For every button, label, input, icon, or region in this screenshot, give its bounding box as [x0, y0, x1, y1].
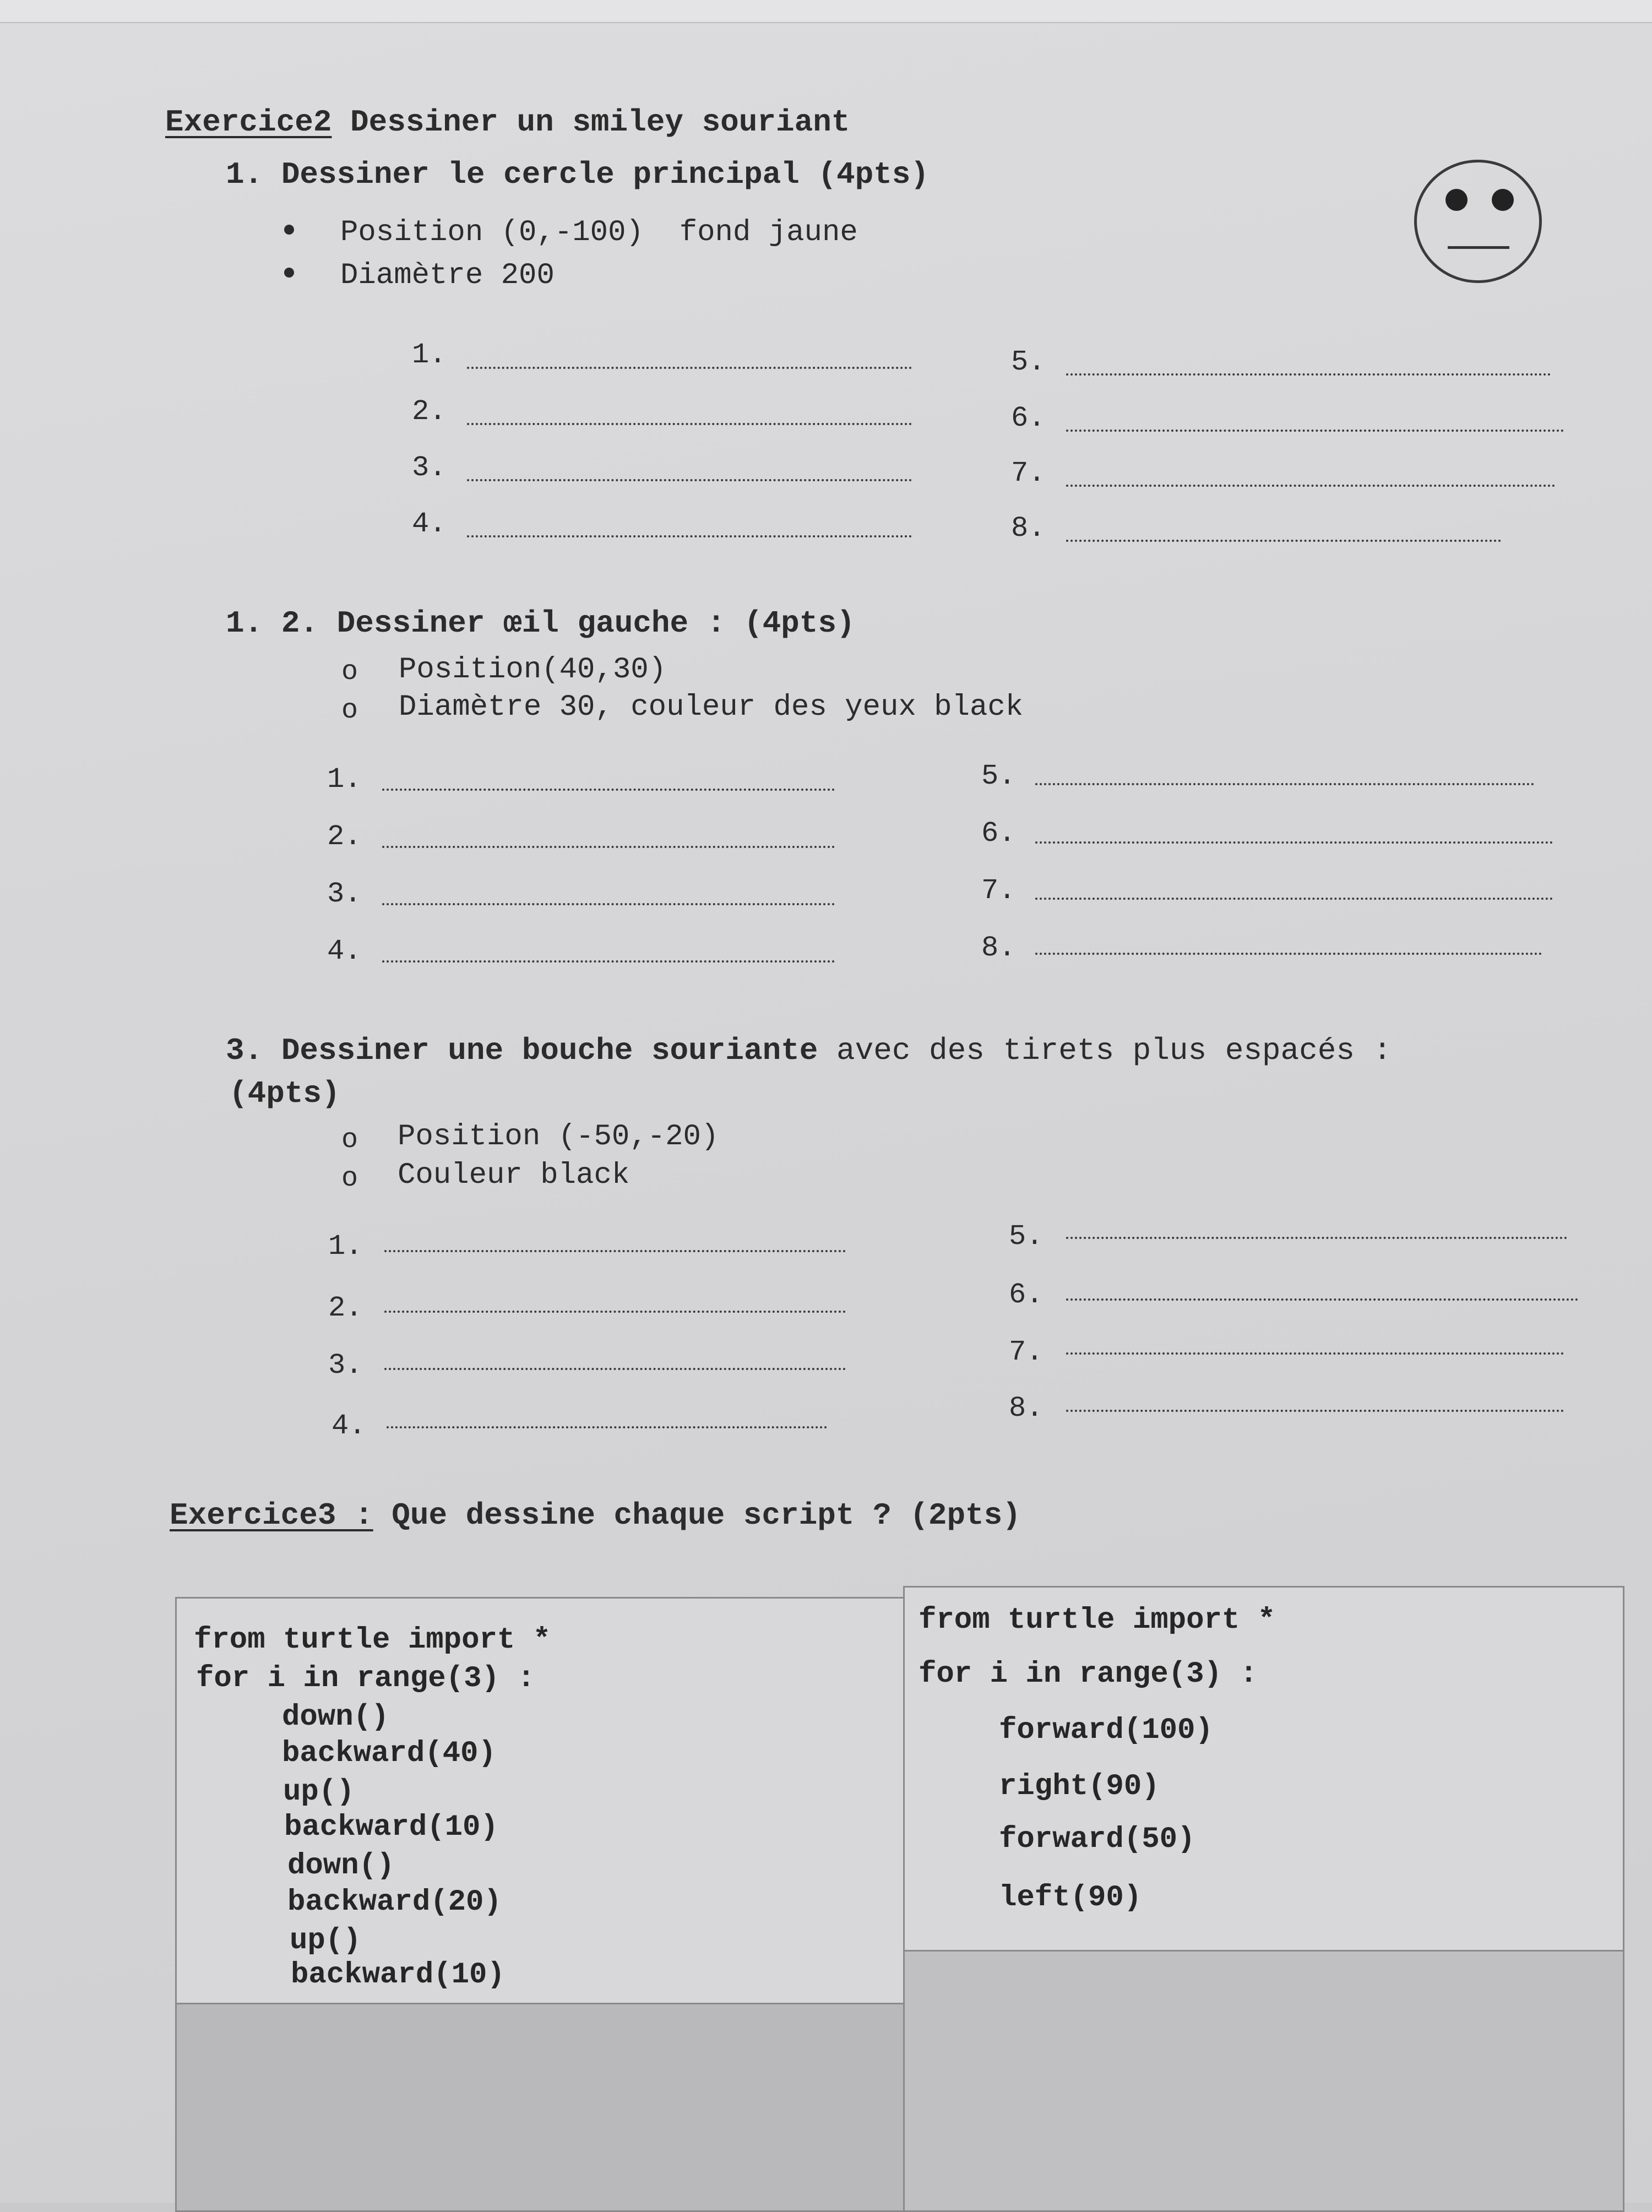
q2-bullet-2: Diamètre 30, couleur des yeux black [399, 691, 1024, 724]
q1-heading [226, 157, 929, 192]
bullet-icon [284, 225, 294, 235]
q2-line-label: 1. [327, 763, 362, 796]
q1-answer-line[interactable] [467, 423, 912, 425]
q1-answer-line[interactable] [1066, 540, 1501, 542]
script-left-line: from turtle import * [194, 1623, 551, 1657]
script-left-line: down() [282, 1700, 389, 1734]
q1-line-label: 6. [1011, 402, 1046, 434]
q1-bullet-2: Diamètre 200 [340, 259, 555, 292]
q3-line-label: 2. [328, 1292, 363, 1324]
q1-line-label: 3. [412, 452, 447, 484]
q3-answer-line[interactable] [1066, 1237, 1567, 1239]
script-left-line: backward(40) [282, 1737, 496, 1770]
script-left-line: backward(20) [287, 1885, 502, 1919]
q3-points: (4pts) [229, 1076, 340, 1111]
q3-line-label: 5. [1009, 1220, 1044, 1253]
exercise3-title: Que dessine chaque script ? (2pts) [373, 1498, 1021, 1533]
q1-answer-line[interactable] [1066, 430, 1564, 432]
exercise2-heading [165, 105, 850, 140]
smiley-mouth [1448, 246, 1509, 249]
q1-answer-line[interactable] [467, 479, 912, 481]
q3-answer-line[interactable] [1066, 1352, 1564, 1355]
q3-line-label: 8. [1009, 1392, 1044, 1425]
q1-line-label: 1. [412, 339, 447, 371]
smiley-illustration [1414, 160, 1542, 283]
q1-bullet-1: Position (0,-100) fond jaune [340, 216, 858, 249]
q1-answer-line[interactable] [467, 367, 912, 369]
q3-line-label: 4. [332, 1410, 366, 1442]
script-right-line: left(90) [999, 1881, 1142, 1915]
script-left-line: backward(10) [291, 1958, 505, 1992]
q1-answer-line[interactable] [1066, 373, 1551, 376]
q1-line-label: 8. [1011, 512, 1046, 545]
bullet-icon [284, 268, 294, 278]
script-left-line: up() [283, 1775, 355, 1809]
exercise2-label: Exercice2 [165, 105, 332, 140]
q2-line-label: 2. [327, 820, 362, 853]
circle-bullet-icon: o [341, 1124, 358, 1156]
exercise3-label: Exercice3 : [170, 1498, 373, 1533]
q2-line-label: 5. [981, 760, 1016, 792]
script-left-line: for i in range(3) : [196, 1662, 535, 1695]
q3-answer-line[interactable] [384, 1250, 846, 1252]
q1-line-label: 4. [412, 508, 447, 540]
q2-answer-line[interactable] [1035, 783, 1534, 785]
q3-line-label: 7. [1009, 1336, 1044, 1368]
q2-line-label: 8. [981, 932, 1016, 964]
q2-bullet-1: Position(40,30) [399, 653, 667, 687]
q3-title-rest: avec des tirets plus espacés : [818, 1033, 1392, 1068]
answer-right-cell[interactable] [903, 1950, 1624, 2212]
q3-line-label: 1. [328, 1230, 363, 1263]
q3-answer-line[interactable] [1066, 1298, 1578, 1301]
q3-answer-line[interactable] [1066, 1410, 1564, 1412]
q3-bullet-2: Couleur black [398, 1159, 630, 1192]
script-right-line: for i in range(3) : [919, 1657, 1258, 1691]
q3-line-label: 3. [328, 1349, 363, 1382]
q2-title: Dessiner œil gauche : (4pts) [336, 606, 855, 641]
q1-line-label: 7. [1011, 457, 1046, 490]
answer-left-cell[interactable] [175, 2003, 905, 2212]
q3-answer-line[interactable] [384, 1311, 846, 1313]
q3-answer-line[interactable] [387, 1426, 827, 1428]
q2-answer-line[interactable] [382, 960, 835, 963]
q3-bullet-1: Position (-50,-20) [398, 1120, 719, 1154]
script-right-line: from turtle import * [919, 1604, 1276, 1637]
circle-bullet-icon: o [341, 1163, 358, 1194]
q1-title: Dessiner le cercle principal (4pts) [281, 157, 930, 192]
script-right-line: forward(100) [999, 1714, 1213, 1747]
exercise2-title: Dessiner un smiley souriant [332, 105, 850, 140]
q2-line-label: 7. [981, 874, 1016, 907]
script-right-line: forward(50) [999, 1823, 1195, 1856]
q2-heading [226, 606, 855, 641]
q2-number: 1. 2. [226, 606, 319, 641]
script-right-line: right(90) [999, 1770, 1160, 1803]
q3-answer-line[interactable] [384, 1368, 846, 1370]
q3-title-bold: Dessiner une bouche souriante [281, 1033, 818, 1068]
script-left-line: up() [290, 1924, 361, 1958]
q1-number: 1. [226, 157, 263, 192]
q1-line-label: 2. [412, 395, 447, 428]
exercise3-heading [170, 1498, 1021, 1533]
q1-line-label: 5. [1011, 346, 1046, 378]
q1-answer-line[interactable] [467, 535, 912, 537]
circle-bullet-icon: o [341, 656, 358, 688]
q3-heading [226, 1033, 1392, 1068]
q2-answer-line[interactable] [1035, 898, 1553, 900]
q2-answer-line[interactable] [1035, 841, 1553, 844]
q2-line-label: 3. [327, 878, 362, 910]
q1-answer-line[interactable] [1066, 485, 1555, 487]
circle-bullet-icon: o [341, 695, 358, 726]
script-left-line: backward(10) [284, 1811, 498, 1844]
q3-line-label: 6. [1009, 1279, 1044, 1311]
q2-line-label: 6. [981, 817, 1016, 850]
page-edge-strip [0, 0, 1652, 23]
q2-answer-line[interactable] [1035, 953, 1542, 955]
q2-answer-line[interactable] [382, 789, 835, 791]
q2-answer-line[interactable] [382, 903, 835, 905]
q2-line-label: 4. [327, 935, 362, 968]
q3-number: 3. [226, 1033, 263, 1068]
script-left-line: down() [287, 1849, 395, 1883]
q2-answer-line[interactable] [382, 846, 835, 848]
smiley-left-eye [1446, 189, 1468, 211]
smiley-right-eye [1492, 189, 1514, 211]
